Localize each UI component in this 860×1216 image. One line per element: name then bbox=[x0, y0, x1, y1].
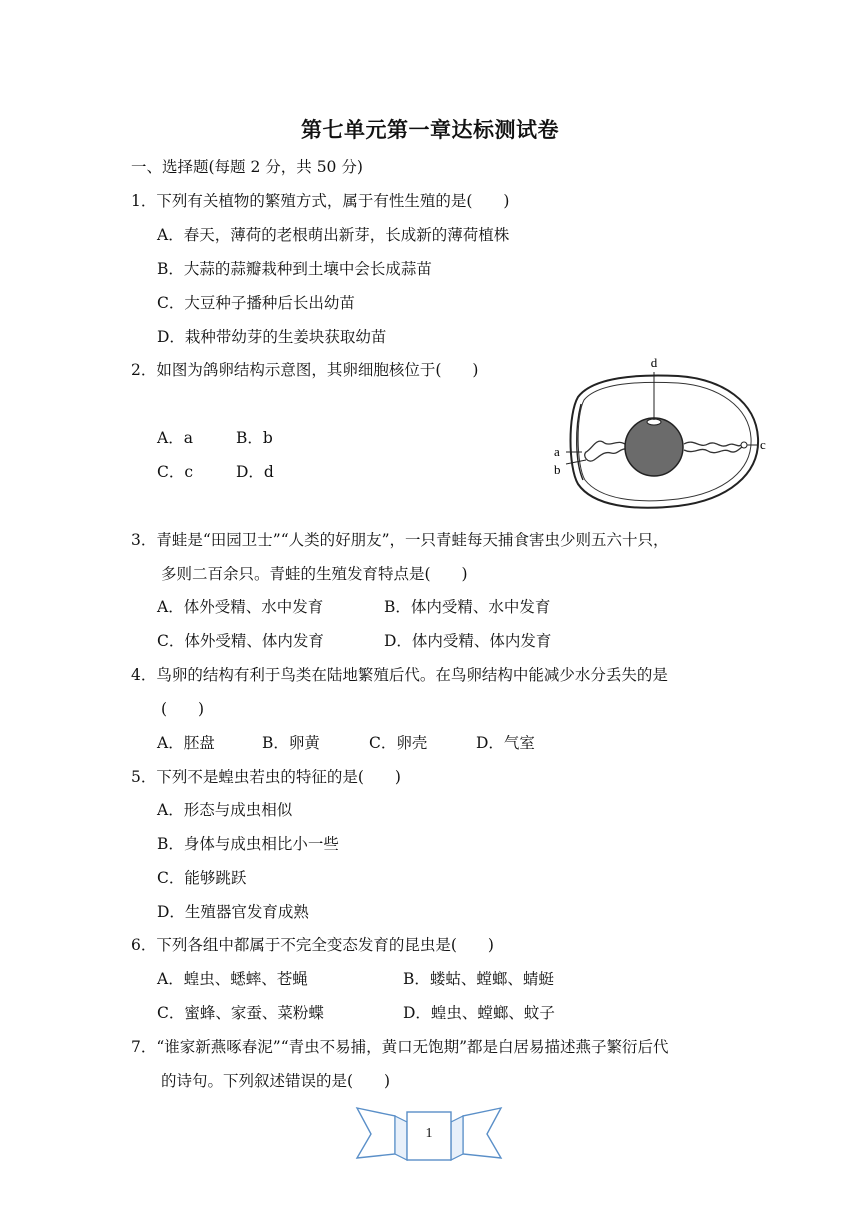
question-1-option-b: B．大蒜的蒜瓣栽种到土壤中会长成蒜苗 bbox=[157, 260, 432, 278]
question-1-option-d: D．栽种带幼芽的生姜块获取幼苗 bbox=[157, 328, 387, 346]
question-4-stem-cont: ( ) bbox=[161, 700, 205, 718]
question-4-option-a: A．胚盘 bbox=[157, 734, 215, 752]
question-1-option-a: A．春天，薄荷的老根萌出新芽，长成新的薄荷植株 bbox=[157, 226, 510, 244]
question-7-stem-cont: 的诗句。下列叙述错误的是( ) bbox=[161, 1072, 391, 1090]
question-4-option-b: B．卵黄 bbox=[262, 734, 320, 752]
question-3-option-d: D．体内受精、体内发育 bbox=[384, 632, 552, 650]
question-4-option-d: D．气室 bbox=[476, 734, 535, 752]
diagram-label-b: b bbox=[554, 462, 561, 477]
question-2-option-d: D．d bbox=[236, 463, 274, 481]
question-5-option-d: D．生殖器官发育成熟 bbox=[157, 903, 309, 921]
question-3-option-b: B．体内受精、水中发育 bbox=[384, 598, 551, 616]
page-title: 第七单元第一章达标测试卷 bbox=[301, 118, 559, 142]
question-5-option-b: B．身体与成虫相比小一些 bbox=[157, 835, 339, 853]
diagram-label-d: d bbox=[650, 355, 658, 370]
pigeon-egg-diagram bbox=[548, 352, 770, 514]
question-3-stem-cont: 多则二百余只。青蛙的生殖发育特点是( ) bbox=[161, 565, 468, 583]
question-6-option-c: C．蜜蜂、家蚕、菜粉蝶 bbox=[157, 1004, 324, 1022]
page-number: 1 bbox=[425, 1126, 433, 1141]
question-4-stem: 4．鸟卵的结构有利于鸟类在陆地繁殖后代。在鸟卵结构中能减少水分丢失的是 bbox=[131, 666, 668, 684]
diagram-label-a: a bbox=[554, 444, 560, 459]
section-heading: 一、选择题(每题 2 分，共 50 分) bbox=[131, 158, 363, 176]
question-6-option-b: B．蝼蛄、螳螂、蜻蜓 bbox=[403, 970, 554, 988]
question-4-option-c: C．卵壳 bbox=[369, 734, 428, 752]
question-5-option-c: C．能够跳跃 bbox=[157, 869, 247, 887]
diagram-label-c: c bbox=[760, 437, 766, 452]
question-3-stem: 3．青蛙是“田园卫士”“人类的好朋友”，一只青蛙每天捕食害虫少则五六十只， bbox=[131, 531, 669, 549]
question-2-option-b: B．b bbox=[236, 429, 273, 447]
question-6-stem: 6．下列各组中都属于不完全变态发育的昆虫是( ) bbox=[131, 936, 494, 954]
question-7-stem: 7．“谁家新燕啄春泥”“青虫不易捕，黄口无饱期”都是白居易描述燕子繁衍后代 bbox=[131, 1038, 669, 1056]
question-3-option-a: A．体外受精、水中发育 bbox=[157, 598, 324, 616]
question-3-option-c: C．体外受精、体内发育 bbox=[157, 632, 324, 650]
question-5-option-a: A．形态与成虫相似 bbox=[157, 801, 293, 819]
question-6-option-a: A．蝗虫、蟋蟀、苍蝇 bbox=[157, 970, 308, 988]
question-2-stem: 2．如图为鸽卵结构示意图，其卵细胞核位于( ) bbox=[131, 361, 479, 379]
page-footer bbox=[355, 1102, 503, 1164]
question-5-stem: 5．下列不是蝗虫若虫的特征的是( ) bbox=[131, 768, 401, 786]
question-1-stem: 1．下列有关植物的繁殖方式，属于有性生殖的是( ) bbox=[131, 192, 510, 210]
question-2-option-a: A．a bbox=[157, 429, 193, 447]
question-2-option-c: C．c bbox=[157, 463, 194, 481]
question-6-option-d: D．蝗虫、螳螂、蚊子 bbox=[403, 1004, 555, 1022]
question-1-option-c: C．大豆种子播种后长出幼苗 bbox=[157, 294, 355, 312]
